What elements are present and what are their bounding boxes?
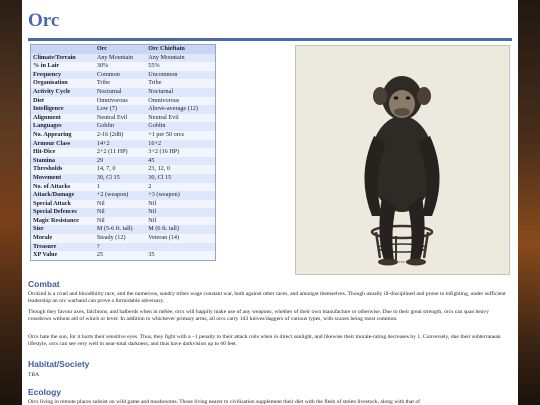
habitat-paragraph: TBA	[28, 372, 40, 378]
stats-value-cell: Nil	[95, 208, 146, 217]
stats-row	[31, 131, 216, 140]
stats-label-cell: Magic Resistance	[31, 217, 95, 226]
title-divider	[28, 38, 512, 41]
stats-value-cell: Tribe	[95, 79, 146, 88]
stats-value-cell: Omnivorous	[95, 97, 146, 106]
stats-value-cell: Any Mountain	[146, 54, 215, 63]
article-page	[22, 0, 518, 405]
stats-row	[31, 191, 216, 200]
stats-label-cell: No. of Attacks	[31, 183, 95, 192]
stats-value-cell: Uncommon	[146, 71, 215, 80]
ecology-paragraph: Orcs living in remote places subsist on wild game and mushrooms. Those living nearer to civilisation supplement their diet with the flesh of stolen livestock, along with that of	[28, 399, 421, 405]
stats-row	[31, 183, 216, 192]
stats-row	[31, 122, 216, 131]
combat-paragraph: Orckind is a cruel and bloodthirty race, and the numerous, sundry tribes wage constant war, both against other races, and amongst themselves. Though usually ill-disciplined and prone to infighting, under sufficient leadership an orc warband can prove a formidable adversary.	[28, 291, 506, 304]
stats-value-cell: Nocturnal	[146, 88, 215, 97]
stats-value-cell: 29	[95, 157, 146, 166]
combat-paragraph: Though they favour axes, falchions, and halberds when in mêlée, orcs will happily make use of any weapons, whether of their own manufacture or otherwise. Due to their great strength, orcs can span heavy crossbows without aid of winch or lever. In addition to whichever primary arms, all orcs carry 1d3 knives/daggers of various types, with scaxes being most common.	[28, 309, 489, 322]
stats-label-cell: Movement	[31, 174, 95, 183]
stats-value-cell: 35	[146, 251, 215, 260]
stats-row	[31, 217, 216, 226]
stats-label-cell: Organisation	[31, 79, 95, 88]
stats-value-cell: Neutral Evil	[95, 114, 146, 123]
stats-row	[31, 71, 216, 80]
stats-value-cell: +2 (weapon)	[95, 191, 146, 200]
page-title: Orc	[28, 10, 60, 31]
stats-row	[31, 200, 216, 209]
stats-label-cell: Diet	[31, 97, 95, 106]
stats-value-cell: 30, Cl 15	[95, 174, 146, 183]
stats-value-cell: Goblin	[146, 122, 215, 131]
combat-paragraph: Orcs hate the sun, for it hurts their sensitive eyes. Thus, they fight with a –1 penalty to their attack rolls when in direct sunlight, and likewise their morale-rating decreases by 1. Conversely, due their subterranean lifestyle, orcs can see very well in near-total darkness, and thus have darkvision up to 60 feet.	[28, 334, 501, 347]
stats-label-cell: Stamina	[31, 157, 95, 166]
stats-row	[31, 114, 216, 123]
stats-row	[31, 148, 216, 157]
stats-label-cell: Alignment	[31, 114, 95, 123]
stats-table	[30, 44, 216, 261]
stats-value-cell: Low (7)	[95, 105, 146, 114]
stats-header-cell	[31, 45, 95, 54]
stats-value-cell: Goblin	[95, 122, 146, 131]
stats-value-cell: 14, 7, 0	[95, 165, 146, 174]
stats-label-cell: Thresholds	[31, 165, 95, 174]
stats-value-cell: 23, 12, 0	[146, 165, 215, 174]
stats-value-cell: Above-average (12)	[146, 105, 215, 114]
stats-value-cell: 3+2 (16 HP)	[146, 148, 215, 157]
stats-value-cell: M (6 ft. tall)	[146, 225, 215, 234]
stats-value-cell: 45	[146, 157, 215, 166]
stats-label-cell: Treasure	[31, 243, 95, 252]
stats-label-cell: Intelligence	[31, 105, 95, 114]
chimpanzee-photo	[295, 45, 510, 275]
stats-value-cell: 30, Cl 15	[146, 174, 215, 183]
stats-label-cell: Attack/Damage	[31, 191, 95, 200]
stats-label-cell: Morale	[31, 234, 95, 243]
stats-row	[31, 234, 216, 243]
stats-label-cell: Size	[31, 225, 95, 234]
stats-row	[31, 157, 216, 166]
stats-value-cell: Veteran (14)	[146, 234, 215, 243]
stats-label-cell: Frequency	[31, 71, 95, 80]
stats-row	[31, 62, 216, 71]
stats-value-cell: 30%	[95, 62, 146, 71]
stats-value-cell: 14+2	[95, 140, 146, 149]
stats-value-cell: Steady (12)	[95, 234, 146, 243]
stats-value-cell: 2-16 (2d8)	[95, 131, 146, 140]
stats-value-cell: Neutral Evil	[146, 114, 215, 123]
stats-value-cell: Nil	[146, 208, 215, 217]
stats-label-cell: No. Appearing	[31, 131, 95, 140]
stats-row	[31, 174, 216, 183]
stats-label-cell: Climate/Terrain	[31, 54, 95, 63]
stats-value-cell: Nil	[95, 217, 146, 226]
stats-value-cell: Any Mountain	[95, 54, 146, 63]
stats-label-cell: XP Value	[31, 251, 95, 260]
stats-value-cell	[146, 243, 215, 252]
stats-value-cell: ?	[95, 243, 146, 252]
stats-label-cell: Languages	[31, 122, 95, 131]
stats-row	[31, 165, 216, 174]
stats-row	[31, 208, 216, 217]
chimpanzee-illustration-icon	[296, 46, 509, 274]
stats-value-cell: Nil	[146, 200, 215, 209]
stats-row	[31, 97, 216, 106]
stats-label-cell: Activity Cycle	[31, 88, 95, 97]
habitat-heading: Habitat/Society	[28, 359, 90, 369]
stats-value-cell: 2+2 (11 HP)	[95, 148, 146, 157]
stats-value-cell: 2	[146, 183, 215, 192]
stats-label-cell: Hit-Dice	[31, 148, 95, 157]
combat-heading: Combat	[28, 279, 60, 289]
stats-table-body	[31, 54, 216, 261]
stats-value-cell: Nil	[95, 200, 146, 209]
stats-value-cell: 1	[95, 183, 146, 192]
stats-row	[31, 88, 216, 97]
stats-row	[31, 243, 216, 252]
stats-value-cell: +1 per 50 orcs	[146, 131, 215, 140]
stats-row	[31, 54, 216, 63]
stats-value-cell: Nocturnal	[95, 88, 146, 97]
stats-header-row	[31, 45, 216, 54]
stats-value-cell: 16+2	[146, 140, 215, 149]
stats-label-cell: Armour Class	[31, 140, 95, 149]
stats-label-cell: % in Lair	[31, 62, 95, 71]
stats-value-cell: 25	[95, 251, 146, 260]
stats-row	[31, 251, 216, 260]
stats-value-cell: Omnivorous	[146, 97, 215, 106]
stats-value-cell: +3 (weapon)	[146, 191, 215, 200]
stats-row	[31, 79, 216, 88]
background-art-right	[518, 0, 540, 405]
ecology-heading: Ecology	[28, 387, 62, 397]
stats-value-cell: M (5-6 ft. tall)	[95, 225, 146, 234]
background-art-left	[0, 0, 22, 405]
stats-row	[31, 105, 216, 114]
stats-value-cell: Common	[95, 71, 146, 80]
stats-row	[31, 225, 216, 234]
stats-label-cell: Special Defences	[31, 208, 95, 217]
stats-header-cell: Orc Chieftain	[146, 45, 215, 54]
photo-caption: CHIMPANZEE (SEATED)	[380, 260, 425, 264]
stats-value-cell: Tribe	[146, 79, 215, 88]
stats-row	[31, 140, 216, 149]
stats-label-cell: Special Attack	[31, 200, 95, 209]
stats-header-cell: Orc	[95, 45, 146, 54]
stats-value-cell: 55%	[146, 62, 215, 71]
stats-value-cell: Nil	[146, 217, 215, 226]
